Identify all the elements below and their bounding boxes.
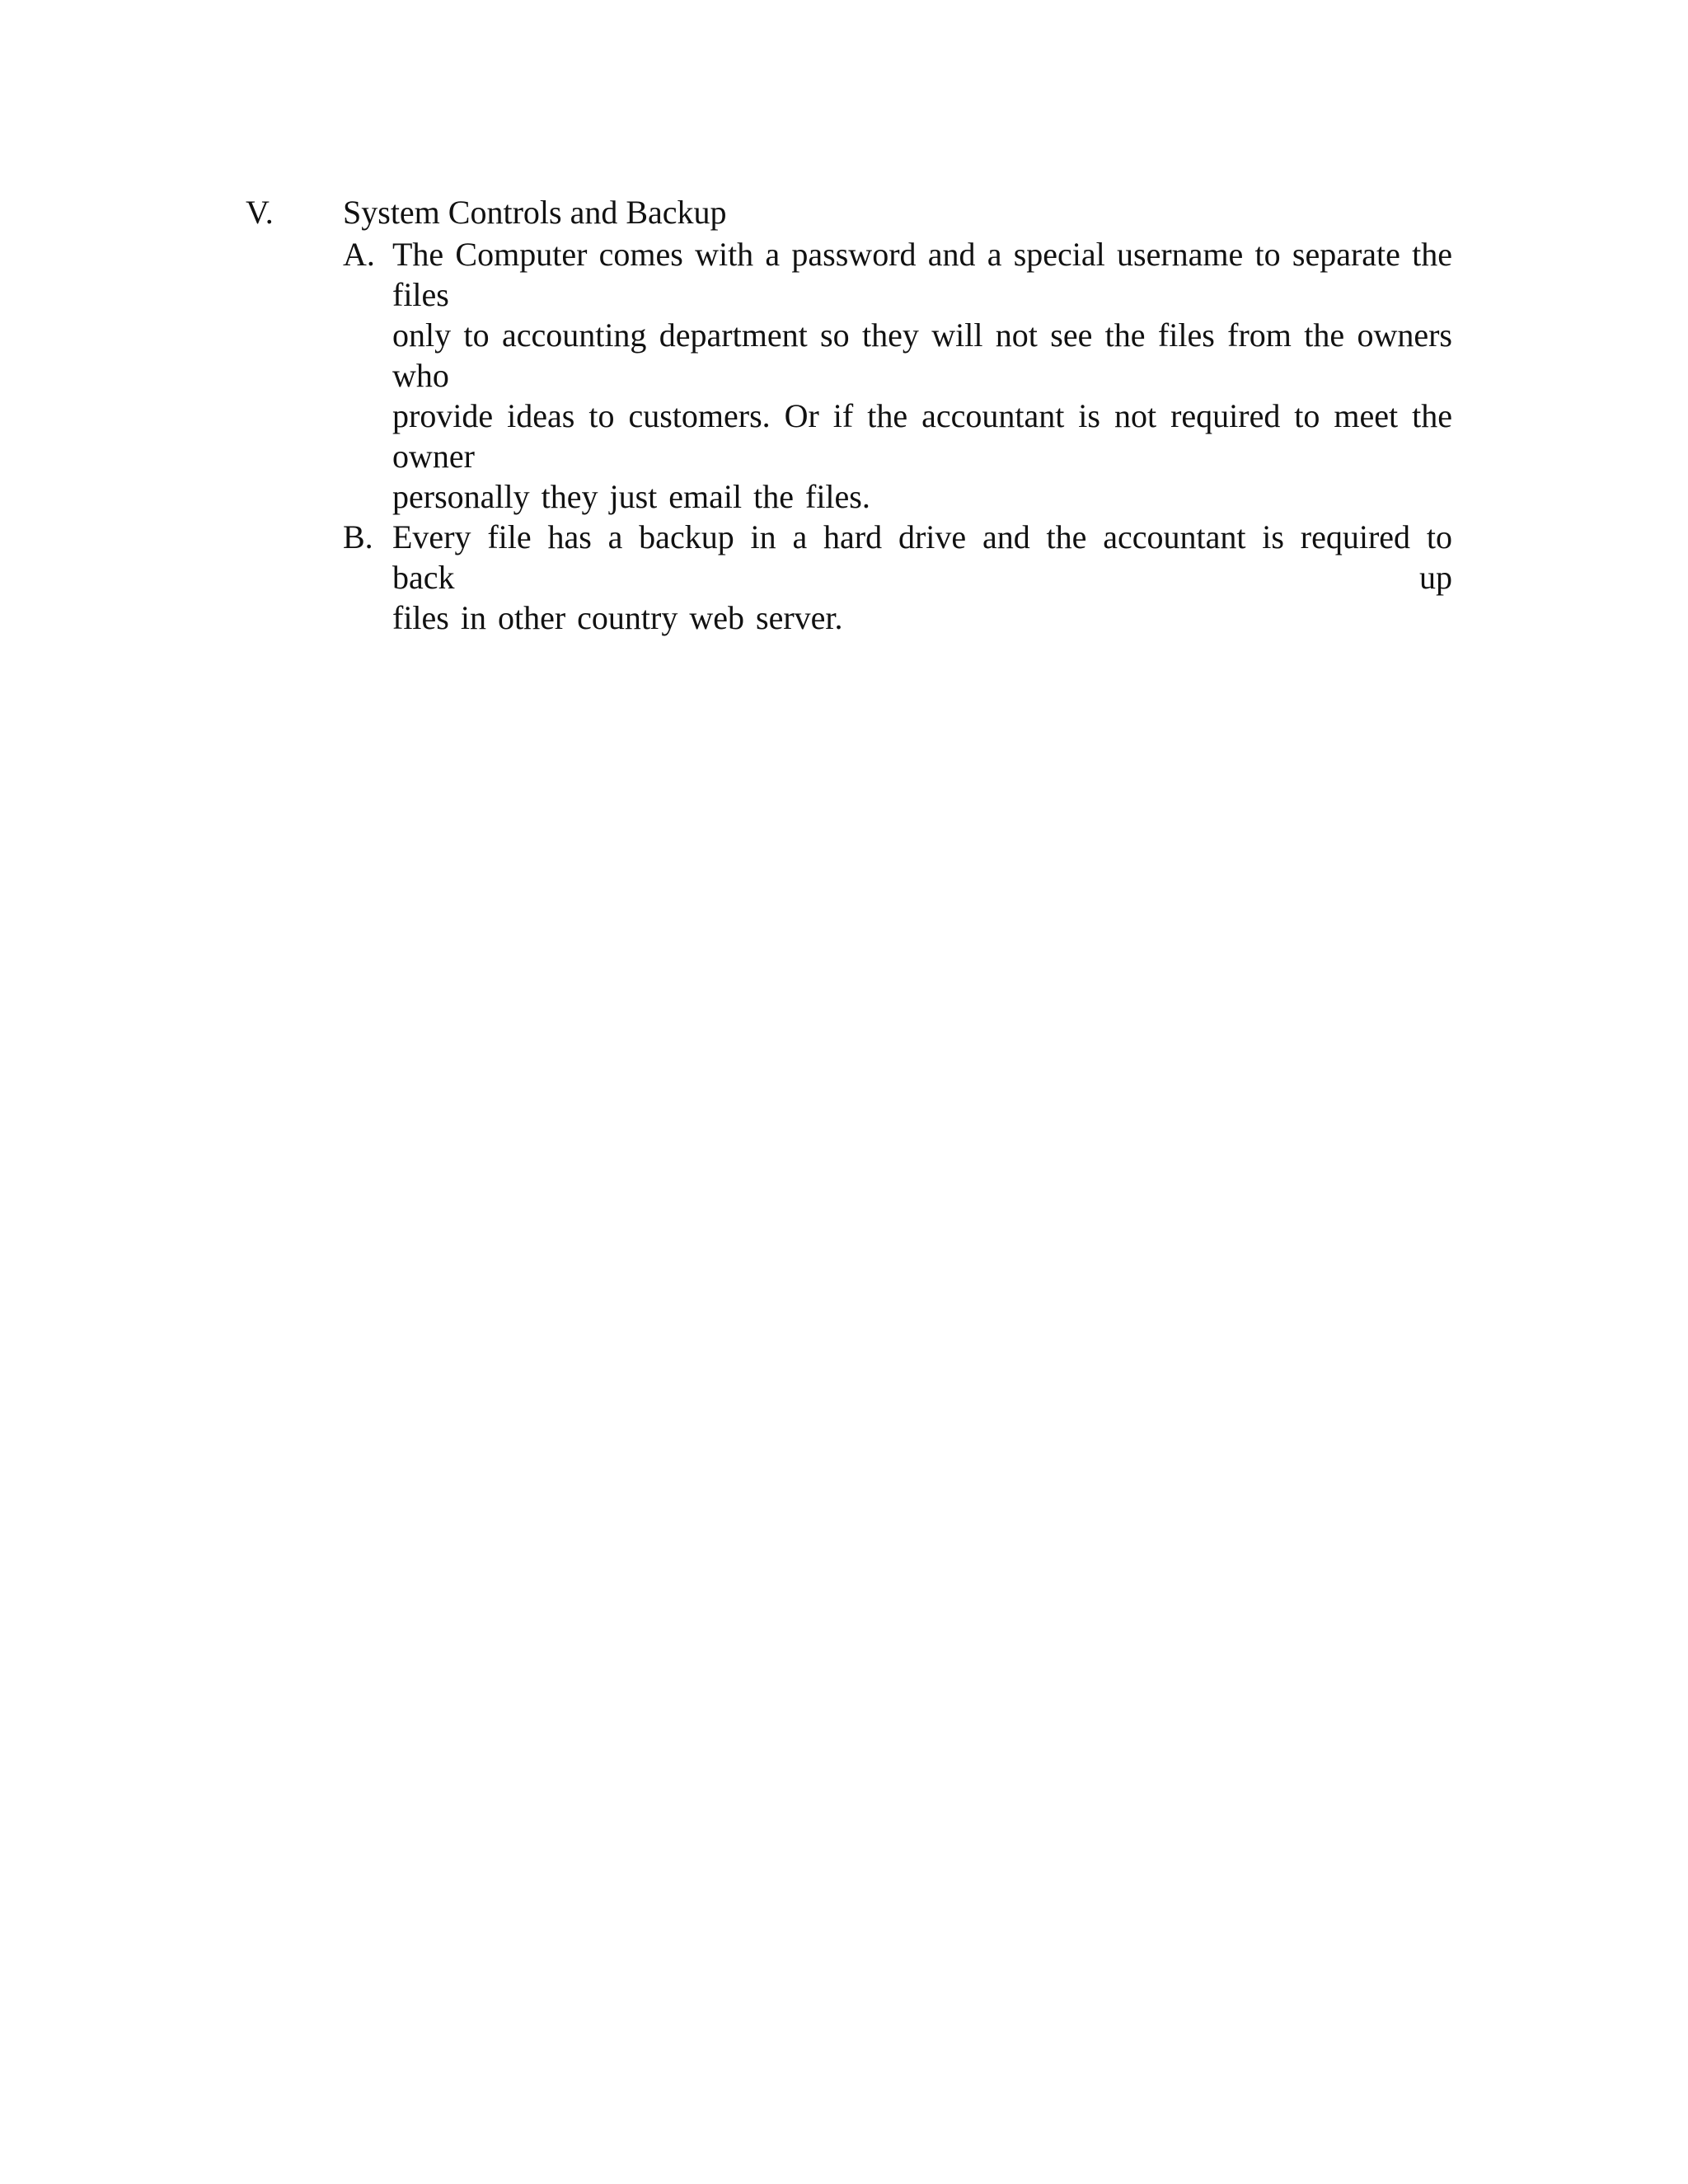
list-item-text: [392, 234, 1452, 517]
list-item-letter: A.: [343, 236, 375, 273]
list-item-a: [343, 234, 1457, 517]
text-line: only to accounting department so they will not see the files from the owners who: [392, 316, 1452, 394]
list-item-letter: B.: [343, 518, 373, 555]
text-line: provide ideas to customers. Or if the accountant is not required to meet the owner: [392, 397, 1452, 475]
text-line: The Computer comes with a password and a special username to separate the files: [392, 236, 1452, 313]
section-heading: [246, 191, 1457, 234]
list-item-b: [343, 517, 1457, 638]
section-title: System Controls and Backup: [343, 194, 727, 231]
text-line: Every file has a backup in a hard drive and the accountant is required to back up: [392, 518, 1452, 596]
section-numeral: V.: [246, 194, 274, 231]
text-line: files in other country web server.: [392, 599, 843, 636]
list-item-text: [392, 517, 1452, 638]
text-line: personally they just email the files.: [392, 478, 870, 515]
section-system-controls: [246, 191, 1457, 638]
